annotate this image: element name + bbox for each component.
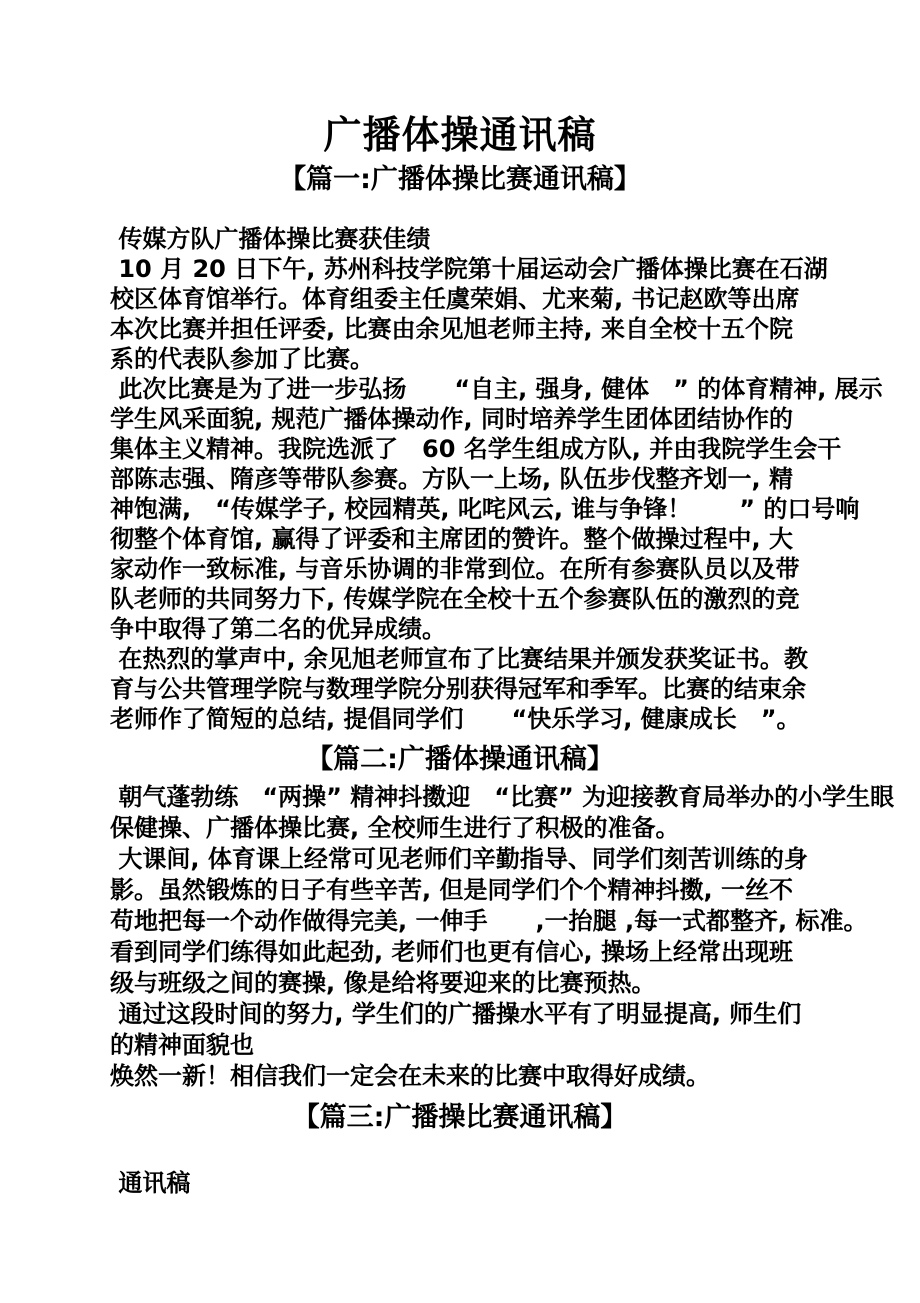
text-line: 的精神面貌也 [110, 1031, 254, 1059]
section-heading: 【篇三:广播操比赛通讯稿】 [292, 1102, 628, 1133]
text-line: 校区体育馆举行。体育组委主任虞荣娟、尤来菊, 书记赵欧等出席 [110, 285, 800, 313]
text-line: 育与公共管理学院与数理学院分别获得冠军和季军。比赛的结束余 [110, 675, 806, 703]
text-line: 神饱满, “传媒学子, 校园精英, 叱咤风云, 谁与争锋！ ” 的口号响 [110, 495, 860, 523]
text-line: 部陈志强、隋彦等带队参赛。方队一上场, 队伍步伐整齐划一, 精 [110, 465, 793, 493]
text-line: 队老师的共同努力下, 传媒学院在全校十五个参赛队伍的激烈的竞 [110, 585, 800, 613]
text-line: 此次比赛是为了进一步弘扬 “自主, 强身, 健体 ” 的体育精神, 展示 [110, 375, 883, 403]
text-line: 朝气蓬勃练 “两操” 精神抖擞迎 “比赛” 为迎接教育局举办的小学生眼 [110, 783, 895, 811]
text-line: 苟地把每一个动作做得完美, 一伸手 ,一抬腿 ,每一式都整齐, 标准。 [110, 907, 868, 935]
text-line: 在热烈的掌声中, 余见旭老师宣布了比赛结果并颁发获奖证书。教 [110, 645, 808, 673]
section-lines [0, 224, 920, 734]
section-heading: 【篇二:广播体操通讯稿】 [306, 744, 614, 775]
text-line: 大课间, 体育课上经常可见老师们辛勤指导、同学们刻苦训练的身 [110, 845, 808, 873]
text-line: 保健操、广播体操比赛, 全校师生进行了积极的准备。 [110, 814, 680, 842]
section [0, 1096, 920, 1199]
text-line: 家动作一致标准, 与音乐协调的非常到位。在所有参赛队员以及带 [110, 555, 800, 583]
text-line: 通过这段时间的努力, 学生们的广播操水平有了明显提高, 师生们 [110, 1000, 802, 1028]
document-body [0, 160, 920, 1199]
text-line: 学生风采面貌, 规范广播体操动作, 同时培养学生团体团结协作的 [110, 405, 793, 433]
text-line: 看到同学们练得如此起劲, 老师们也更有信心, 操场上经常出现班 [110, 938, 793, 966]
text-line: 级与班级之间的赛操, 像是给将要迎来的比赛预热。 [110, 969, 656, 997]
section-lines [0, 1168, 920, 1199]
text-line: 争中取得了第二名的优异成绩。 [110, 615, 446, 643]
text-line: 通讯稿 [110, 1169, 191, 1197]
text-line: 传媒方队广播体操比赛获佳绩 [110, 225, 431, 253]
section [0, 738, 920, 1092]
text-line: 集体主义精神。我院选派了 60 名学生组成方队, 并由我院学生会干 [110, 435, 842, 463]
text-line: 焕然一新！相信我们一定会在未来的比赛中取得好成绩。 [110, 1062, 710, 1090]
text-line: 影。虽然锻炼的日子有些辛苦, 但是同学们个个精神抖擞, 一丝不 [110, 876, 793, 904]
document-title: 广播体操通讯稿 [323, 113, 597, 157]
section-lines [0, 782, 920, 1092]
text-line: 彻整个体育馆, 赢得了评委和主席团的赞许。整个做操过程中, 大 [110, 525, 793, 553]
text-line: 10 月 20 日下午, 苏州科技学院第十届运动会广播体操比赛在石湖 [110, 255, 828, 283]
text-line: 老师作了简短的总结, 提倡同学们 “快乐学习, 健康成长 ”。 [110, 705, 801, 733]
text-line: 系的代表队参加了比赛。 [110, 345, 374, 373]
section-heading: 【篇一:广播体操比赛通讯稿】 [279, 164, 641, 195]
section [0, 160, 920, 734]
text-line: 本次比赛并担任评委, 比赛由余见旭老师主持, 来自全校十五个院 [110, 315, 793, 343]
